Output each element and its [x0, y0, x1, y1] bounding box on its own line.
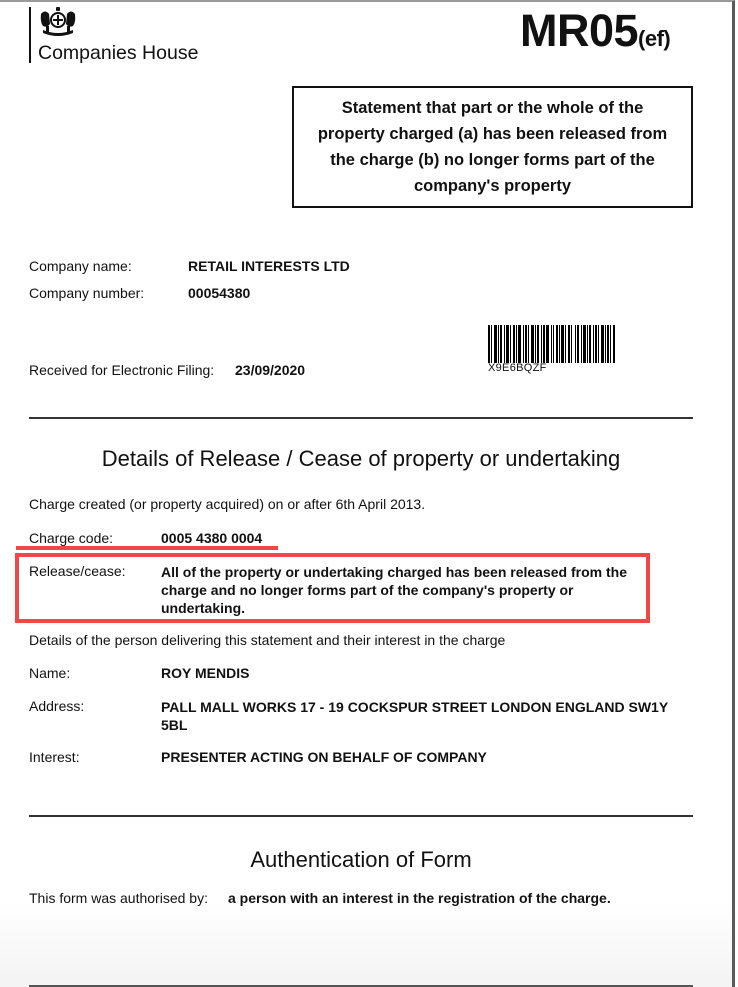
authorised-by-label: This form was authorised by:	[29, 890, 208, 906]
section-divider	[29, 417, 693, 419]
charge-created-note: Charge created (or property acquired) on or after 6th April 2013.	[29, 496, 426, 512]
form-code-main: MR05	[520, 5, 639, 56]
form-title: Statement that part or the whole of the property charged (a) has been released from the charge (b) no longer forms part of the company's property	[317, 99, 668, 195]
person-name-label: Name:	[29, 665, 71, 681]
barcode-text: X9E6BQZF	[488, 362, 547, 374]
company-name-label: Company name:	[29, 258, 132, 274]
charge-code-value: 0005 4380 0004	[161, 530, 263, 546]
form-title-box	[292, 86, 693, 208]
received-date-value: 23/09/2020	[235, 362, 306, 378]
section-divider	[29, 815, 693, 817]
authentication-title: Authentication of Form	[250, 847, 472, 872]
authorised-by-value: a person with an interest in the registration of the charge.	[228, 890, 611, 906]
release-section-title: Details of Release / Cease of property or undertaking	[101, 446, 621, 471]
organisation-name: Companies House	[38, 42, 199, 64]
address-label: Address:	[29, 698, 85, 714]
received-date-label: Received for Electronic Filing:	[29, 362, 215, 378]
delivering-person-intro: Details of the person delivering this statement and their interest in the charge	[29, 632, 506, 648]
barcode	[488, 325, 679, 363]
address-value: PALL MALL WORKS 17 - 19 COCKSPUR STREET LONDON ENGLAND SW1Y 5BL	[161, 699, 668, 733]
interest-value: PRESENTER ACTING ON BEHALF OF COMPANY	[161, 749, 487, 765]
person-name-value: ROY MENDIS	[161, 665, 250, 681]
release-cease-label: Release/cease:	[29, 563, 126, 579]
charge-code-label: Charge code:	[29, 530, 114, 546]
royal-coat-of-arms-icon	[37, 6, 79, 40]
form-code-suffix: (ef)	[638, 26, 671, 51]
company-number-label: Company number:	[29, 285, 145, 301]
release-cease-value: All of the property or undertaking charged has been released from the charge and no longer forms part of the company's property or undertaking.	[161, 564, 627, 616]
logo-divider	[29, 7, 31, 63]
company-number-value: 00054380	[188, 285, 251, 301]
interest-label: Interest:	[29, 749, 80, 765]
company-name-value: RETAIL INTERESTS LTD	[188, 258, 350, 274]
highlight-underline	[16, 546, 278, 550]
form-code	[520, 5, 670, 57]
